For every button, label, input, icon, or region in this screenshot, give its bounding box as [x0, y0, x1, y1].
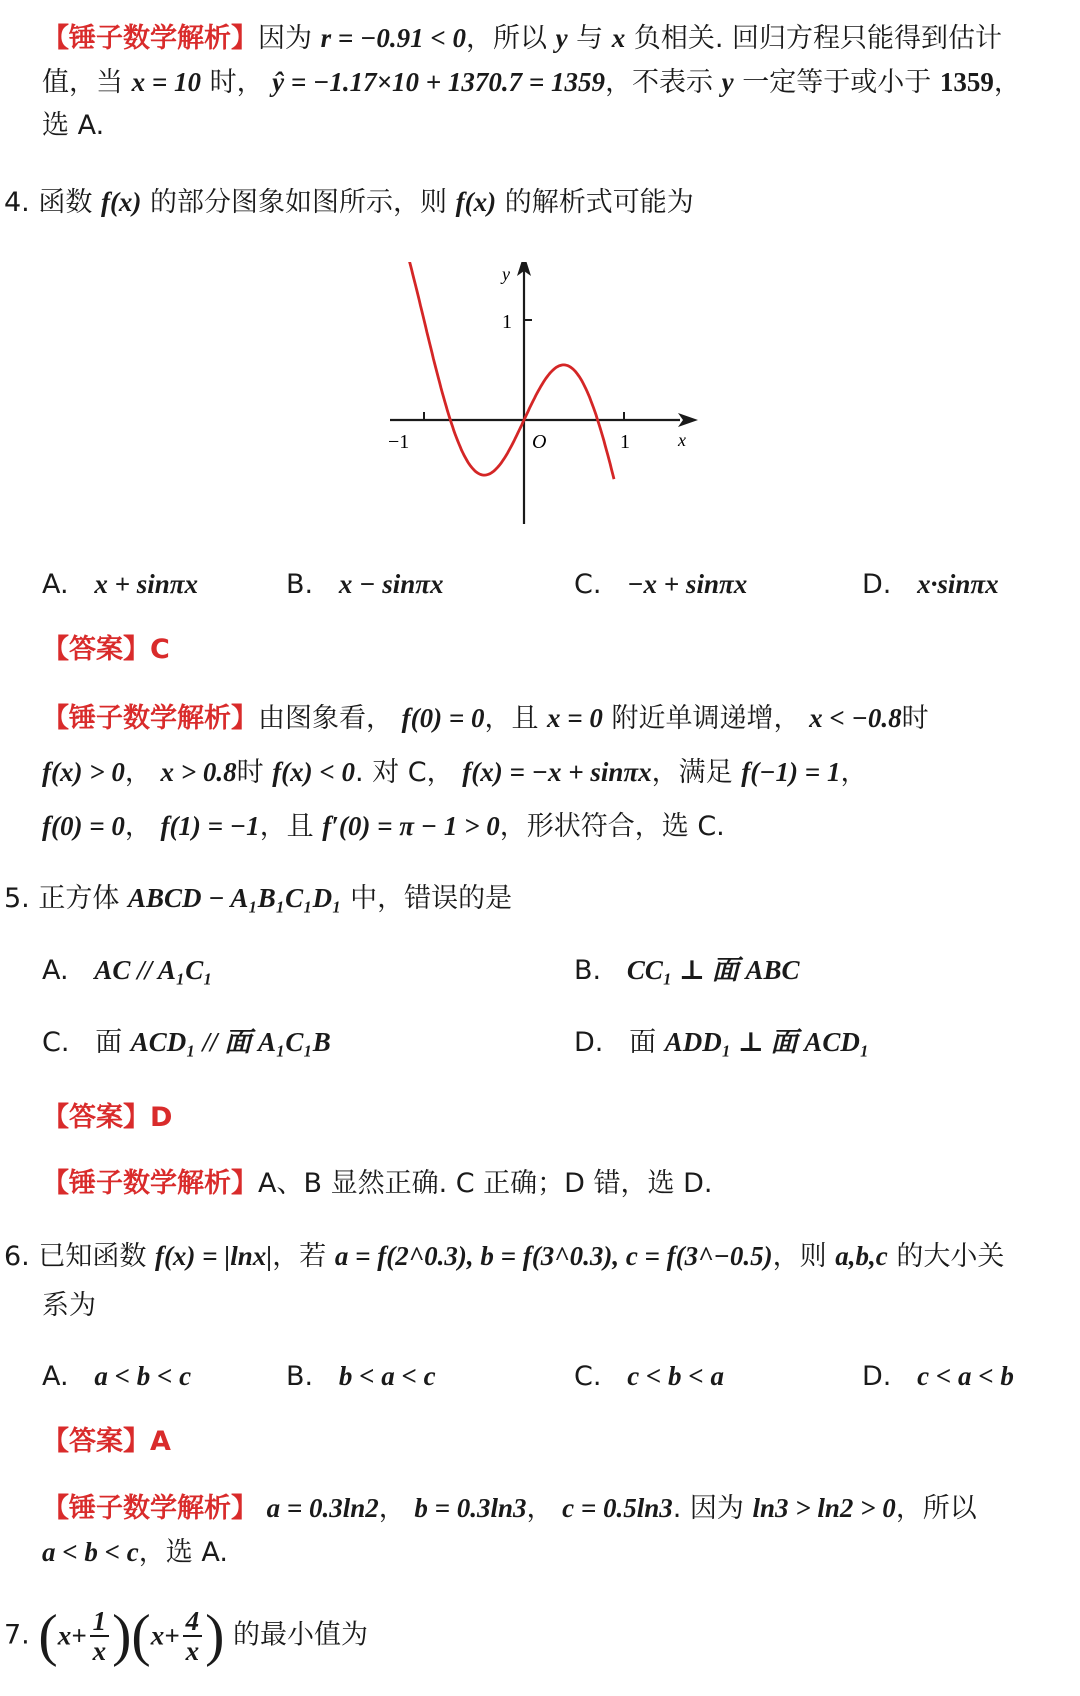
- q4-analysis-line-3: f(0) = 0， f(1) = −1，且 f′(0) = π − 1 > 0，形状符合，选 C.: [42, 811, 725, 842]
- y-tick-label-1: 1: [502, 311, 512, 333]
- analysis-label: 【锤子数学解析】: [42, 1168, 258, 1199]
- q4-analysis-line-2: f(x) > 0， x > 0.8时 f(x) < 0. 对 C， f(x) = −x + sinπx，满足 f(−1) = 1，: [42, 757, 868, 788]
- q6-analysis-line-1: 【锤子数学解析】 a = 0.3ln2， b = 0.3ln3， c = 0.5ln3. 因为 ln3 > ln2 > 0，所以: [42, 1493, 977, 1524]
- q5-answer: [42, 1100, 172, 1136]
- answer-value: D: [150, 1102, 173, 1133]
- q6-analysis-line-2: a < b < c，选 A.: [42, 1537, 228, 1568]
- q6-option-b[interactable]: B. b < a < c: [286, 1361, 436, 1392]
- answer-label: 【答案】: [42, 634, 150, 665]
- q6-option-c[interactable]: C. c < b < a: [574, 1361, 724, 1392]
- q4-stem: 4. 函数 f(x) 的部分图象如图所示，则 f(x) 的解析式可能为: [4, 187, 694, 218]
- question-number: 5.: [4, 883, 30, 914]
- origin-label: O: [532, 431, 547, 453]
- analysis-label: 【锤子数学解析】: [42, 703, 258, 734]
- function-graph: [380, 262, 700, 532]
- q5-option-a[interactable]: A. AC // A₁C₁: [42, 955, 213, 986]
- x-axis-arrow: [678, 413, 698, 427]
- function-curve: [409, 262, 614, 479]
- answer-label: 【答案】: [42, 1102, 150, 1133]
- q4-analysis-line-1: 【锤子数学解析】由图象看， f(0) = 0，且 x = 0 附近单调递增， x < −0.8时: [42, 703, 929, 734]
- q6-stem-line-1: 6. 已知函数 f(x) = |lnx|，若 a = f(2^0.3), b = f(3^0.3), c = f(3^−0.5)，则 a,b,c 的大小关: [4, 1241, 1005, 1272]
- q6-option-d[interactable]: D. c < a < b: [862, 1361, 1014, 1392]
- q6-option-a[interactable]: A. a < b < c: [42, 1361, 192, 1392]
- q4-answer: [42, 632, 170, 668]
- q7-stem: 7. (x+ $\frac{1}{x}$ )(x+ $\frac{4}{x}$ ) 的最小值为: [4, 1600, 368, 1671]
- q6-answer: [42, 1424, 171, 1460]
- q6-stem-line-2: 系为: [42, 1290, 96, 1321]
- q7-expression: (x+ $\frac{1}{x}$ )(x+ $\frac{4}{x}$ ): [38, 1602, 225, 1668]
- y-axis-label: y: [502, 264, 510, 284]
- answer-label: 【答案】: [42, 1426, 150, 1457]
- q4-option-c[interactable]: C. −x + sinπx: [574, 569, 748, 600]
- answer-value: C: [150, 634, 170, 665]
- q5-option-c[interactable]: C. 面 ACD₁ // 面 A₁C₁B: [42, 1027, 331, 1058]
- q3-analysis-line-1: 【锤子数学解析】因为 r = −0.91 < 0，所以 y 与 x 负相关. 回归方程只能得到估计: [42, 23, 1003, 54]
- q5-stem: 5. 正方体 ABCD − A₁B₁C₁D₁ 中，错误的是: [4, 883, 513, 914]
- q5-option-d[interactable]: D. 面 ADD₁ ⊥ 面 ACD₁: [574, 1027, 870, 1058]
- analysis-label: 【锤子数学解析】: [42, 23, 258, 54]
- x-tick-label-neg1: −1: [388, 431, 410, 453]
- q3-analysis-line-3: 选 A.: [42, 110, 105, 141]
- q3-analysis-line-2: 值，当 x = 10 时， ŷ = −1.17×10 + 1370.7 = 1359，不表示 y 一定等于或小于 1359，: [42, 67, 1021, 98]
- q4-option-d[interactable]: D. x·sinπx: [862, 569, 999, 600]
- q4-option-b[interactable]: B. x − sinπx: [286, 569, 444, 600]
- q4-option-a[interactable]: A. x + sinπx: [42, 569, 198, 600]
- x-tick-label-1: 1: [620, 431, 630, 453]
- q5-option-b[interactable]: B. CC₁ ⊥ 面 ABC: [574, 955, 800, 986]
- x-axis-label: x: [678, 430, 686, 450]
- question-number: 7.: [4, 1619, 30, 1651]
- q5-analysis: 【锤子数学解析】A、B 显然正确. C 正确；D 错，选 D.: [42, 1168, 713, 1199]
- analysis-label: 【锤子数学解析】: [42, 1493, 258, 1524]
- question-number: 6.: [4, 1241, 30, 1272]
- answer-value: A: [150, 1426, 171, 1457]
- question-number: 4.: [4, 187, 30, 218]
